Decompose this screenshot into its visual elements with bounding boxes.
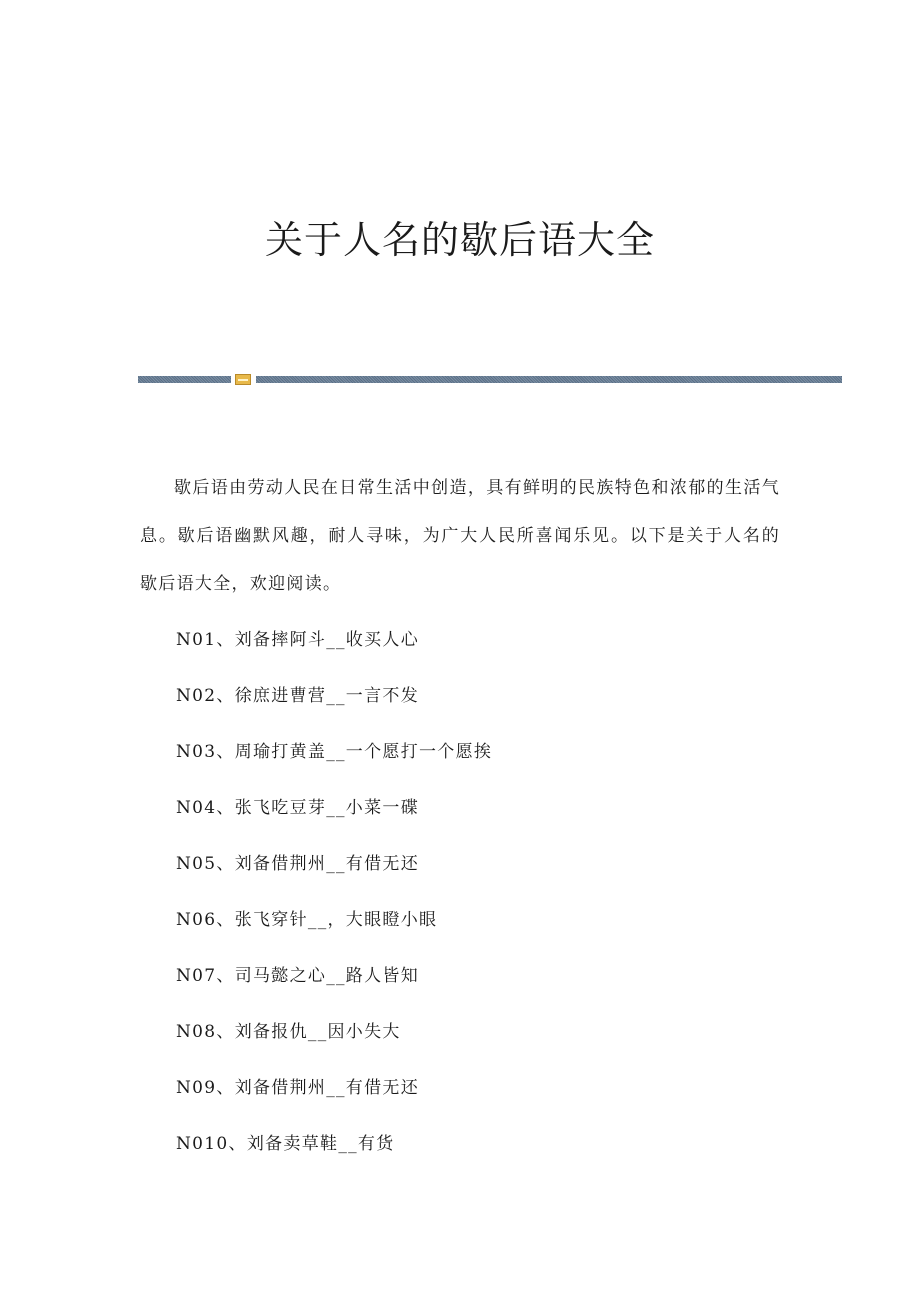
divider-bar-right xyxy=(256,376,842,383)
divider-bar-left xyxy=(138,376,231,383)
list-item: N06、张飞穿针__，大眼瞪小眼 xyxy=(176,910,438,930)
list-item: N04、张飞吃豆芽__小菜一碟 xyxy=(176,798,420,818)
proverb-list xyxy=(176,612,492,1172)
list-item: N01、刘备摔阿斗__收买人心 xyxy=(176,630,420,650)
title-divider xyxy=(138,374,842,386)
list-item: N05、刘备借荆州__有借无还 xyxy=(176,854,420,874)
list-item: N02、徐庶进曹营__一言不发 xyxy=(176,686,420,706)
divider-ornament-icon xyxy=(235,374,251,385)
list-item: N010、刘备卖草鞋__有货 xyxy=(176,1134,395,1154)
list-item: N03、周瑜打黄盖__一个愿打一个愿挨 xyxy=(176,742,493,762)
page-title: 关于人名的歇后语大全 xyxy=(264,218,655,262)
list-item: N07、司马懿之心__路人皆知 xyxy=(176,966,420,986)
list-item: N08、刘备报仇__因小失大 xyxy=(176,1022,401,1042)
list-item: N09、刘备借荆州__有借无还 xyxy=(176,1078,420,1098)
intro-paragraph: 歇后语由劳动人民在日常生活中创造，具有鲜明的民族特色和浓郁的生活气息。歇后语幽默风趣，耐人寻味，为广大人民所喜闻乐见。以下是关于人名的歇后语大全，欢迎阅读。 xyxy=(140,478,780,594)
